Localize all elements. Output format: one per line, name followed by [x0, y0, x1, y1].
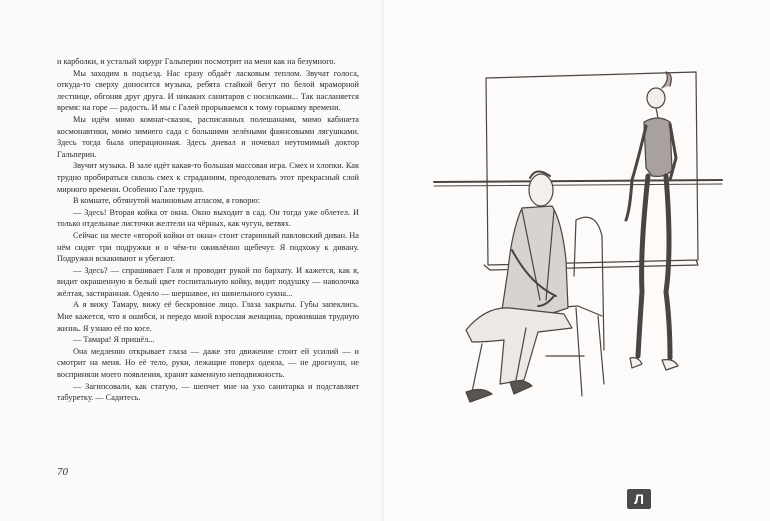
paragraph: Сейчас на месте «второй койки от окна» стоит старинный павловский диван. На нём сидят три подружки и о чём-то оживлённо щебечут. Я подхожу к дивану. Подружки вскакивают и убегают. [57, 230, 359, 264]
body-text [57, 56, 359, 404]
paragraph: — Здесь? — спрашивает Галя и проводит рукой по бархату. И кажется, как я, видит окрашенную в белый цвет госпитальную койку, видит подушку — наволочка жёлтая, застиранная. Одеяло — шершавое, из шинельного сукна... [57, 265, 359, 298]
standing-girl [626, 72, 678, 370]
paragraph: Она медленно открывает глаза — даже это движение стоит ей усилий — и смотрит на меня. Но её тело, руки, лежащие поверх одеяла, — не дрогнули, не восприняли моего появления, хранят каменную неподвижность. [57, 346, 359, 380]
paragraph: А я вижу Тамару, вижу её бескровное лицо. Глаза закрыты. Губы запеклись. Мне кажется, что я ошибся, и передо мной взрослая женщина, прожившая трудную жизнь. Я узнаю её по косе. [57, 300, 359, 333]
publisher-logo: Л [627, 489, 651, 509]
illustration [426, 60, 736, 440]
paragraph: Звучит музыка. В зале идёт какая-то большая массовая игра. Смех и хлопки. Как трудно пробираться сквозь смех к страданиям, преодолевать этот прекрасный слой мирного времени. Особенно Гале трудно. [57, 161, 359, 194]
paragraph: Мы идём мимо комнат-сказок, расписанных полешанами, мимо кабинета космонавтики, мимо зимнего сада с большими зелёными фаянсовыми лягушками. Здесь тогда была операционная. Здесь дневал и ночевал неутомимый доктор Гальперин. [57, 114, 359, 159]
page-number: 70 [57, 466, 68, 478]
paragraph: В комнате, обтянутой малиновым атласом, я говорю: [73, 196, 260, 206]
wall-rail [434, 180, 722, 182]
paragraph: — Загипсовали, как статую, — шепчет мне на ухо санитарка и подставляет табуретку. — Садитесь. [57, 381, 359, 403]
left-page [0, 0, 384, 521]
paragraph: — Здесь! Вторая койка от окна. Окно выходит в сад. Он тогда уже облетел. И только отдельные листочки желтели на чёрных, как чугун, ветвях. [57, 207, 359, 229]
paragraph: Мы заходим в подъезд. Нас сразу обдаёт ласковым теплом. Звучат голоса, откуда-то сверху доносится музыка, ребята стайкой бегут по белой мраморной лестнице, обгоняя друг друга. И никаких санитаров с носилками... Так насланяется время: на горе — радость. И мы с Галей прорываемся к тому горькому времени. [57, 68, 359, 113]
paragraph: и карболки, и усталый хирург Гальперин посмотрит на меня как на безумного. [57, 57, 336, 66]
seated-man [466, 171, 572, 402]
paragraph: — Тамара! Я пришёл... [73, 335, 155, 345]
